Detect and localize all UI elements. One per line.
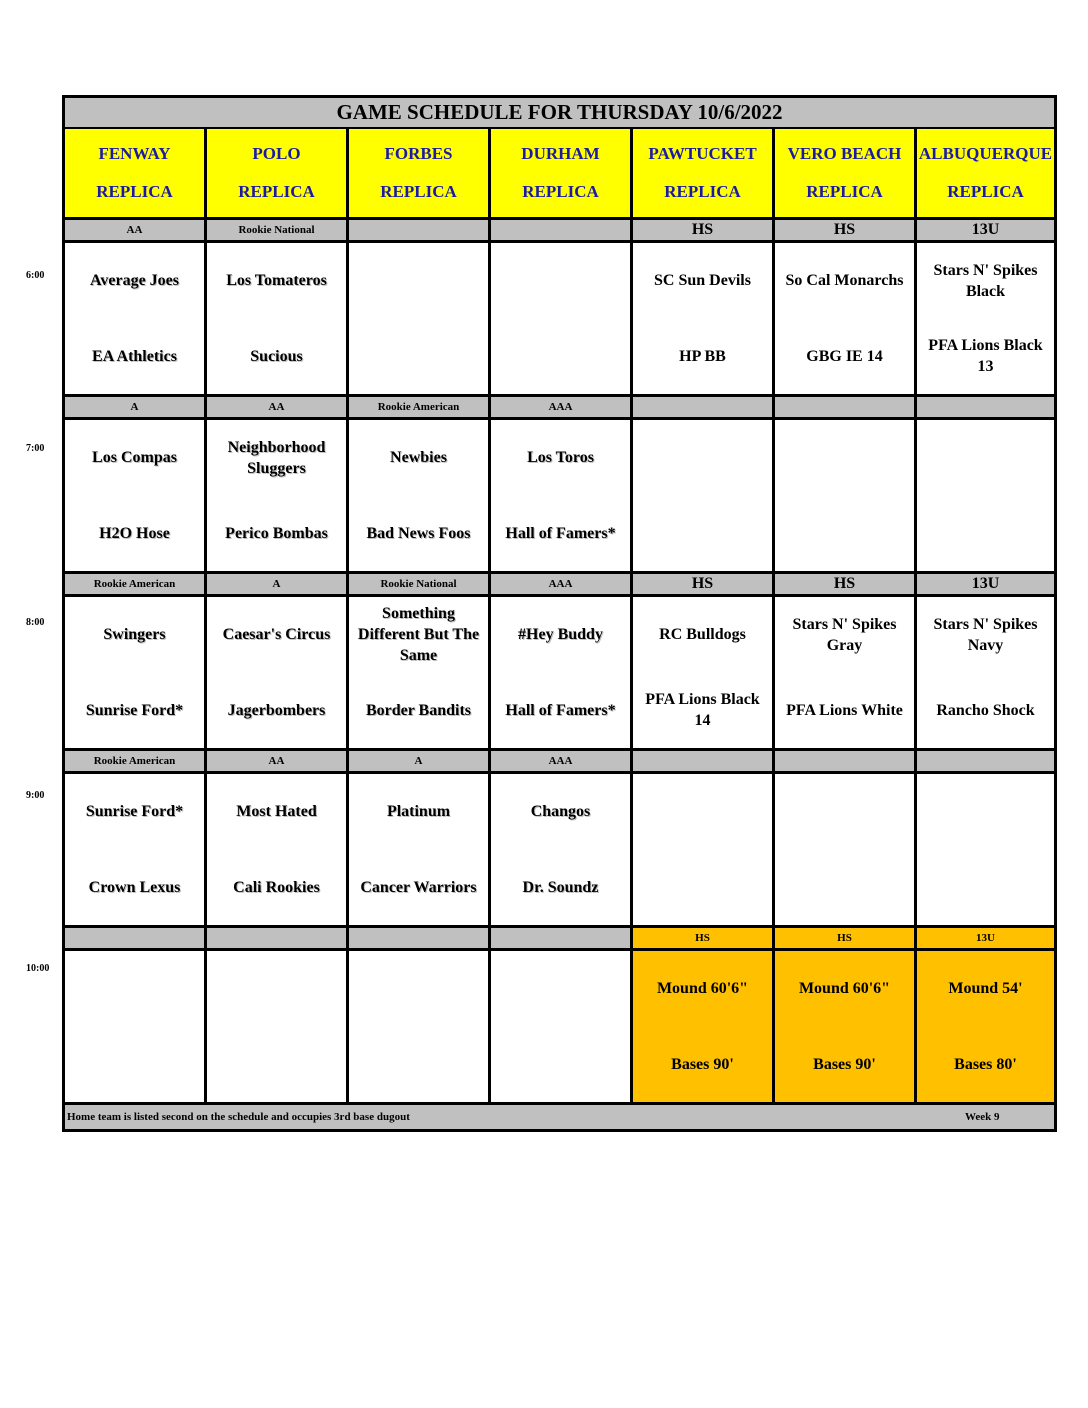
home-team: Jagerbombers xyxy=(227,701,326,719)
mound-distance: Mound 54' xyxy=(948,980,1023,998)
division-label xyxy=(349,928,491,948)
away-team: Newbies xyxy=(390,449,447,467)
home-team: HP BB xyxy=(679,347,726,365)
schedule-table xyxy=(62,95,1057,1132)
field-name: POLO xyxy=(252,144,301,163)
away-team xyxy=(633,774,772,850)
field-header-albuquerque xyxy=(917,129,1054,217)
away-team: RC Bulldogs xyxy=(659,626,746,644)
division-label xyxy=(775,397,917,417)
away-team: Most Hated xyxy=(236,803,317,821)
game-cell xyxy=(775,597,917,748)
game-cell xyxy=(917,420,1054,571)
base-distance: Bases 80' xyxy=(954,1055,1017,1073)
away-team xyxy=(775,774,914,850)
home-team: Hall of Famers* xyxy=(505,701,616,719)
game-cell xyxy=(633,243,775,394)
field-sub: REPLICA xyxy=(664,182,741,201)
division-label xyxy=(349,220,491,240)
division-label: Rookie National xyxy=(349,574,491,594)
field-header-polo xyxy=(207,129,349,217)
home-team: EA Athletics xyxy=(92,347,177,365)
game-row-10 xyxy=(65,951,1054,1105)
division-label: Rookie American xyxy=(349,397,491,417)
away-team xyxy=(349,243,488,319)
home-team xyxy=(633,850,772,926)
division-label xyxy=(491,928,633,948)
field-sub: REPLICA xyxy=(806,182,883,201)
division-label: Rookie American xyxy=(65,751,207,771)
home-team xyxy=(775,496,914,572)
away-team: SC Sun Devils xyxy=(654,272,751,290)
division-label: HS xyxy=(633,220,775,240)
division-label: AAA xyxy=(491,751,633,771)
game-cell xyxy=(917,597,1054,748)
division-label: AAA xyxy=(491,397,633,417)
game-cell xyxy=(491,420,633,571)
away-team xyxy=(207,951,346,1027)
game-cell xyxy=(349,774,491,925)
field-name: PAWTUCKET xyxy=(648,144,757,163)
home-team: Rancho Shock xyxy=(936,701,1035,719)
game-cell xyxy=(207,420,349,571)
division-label: Rookie American xyxy=(65,574,207,594)
game-cell xyxy=(491,597,633,748)
field-header-forbes xyxy=(349,129,491,217)
game-row-7 xyxy=(65,420,1054,574)
game-cell xyxy=(633,774,775,925)
division-label: 13U xyxy=(917,928,1054,948)
base-distance: Bases 90' xyxy=(671,1055,734,1073)
division-label: AA xyxy=(65,220,207,240)
away-team: So Cal Monarchs xyxy=(785,272,904,290)
game-cell xyxy=(917,774,1054,925)
field-name: VERO BEACH xyxy=(787,144,902,163)
away-team: Los Compas xyxy=(92,449,177,467)
division-label: 13U xyxy=(917,574,1054,594)
base-distance: Bases 90' xyxy=(813,1055,876,1073)
division-label xyxy=(633,397,775,417)
division-label: HS xyxy=(633,928,775,948)
away-team: #Hey Buddy xyxy=(518,626,603,644)
division-row-9 xyxy=(65,751,1054,774)
division-label: Rookie National xyxy=(207,220,349,240)
game-row-6 xyxy=(65,243,1054,397)
division-label: A xyxy=(207,574,349,594)
game-cell xyxy=(775,243,917,394)
division-label xyxy=(917,397,1054,417)
field-name: FENWAY xyxy=(98,144,171,163)
away-team xyxy=(917,420,1054,496)
mound-distance: Mound 60'6" xyxy=(798,980,891,998)
home-team-note: Home team is listed second on the schedule and occupies 3rd base dugout xyxy=(67,1111,410,1123)
away-team: Something Different But The Same xyxy=(357,605,480,665)
game-cell xyxy=(633,420,775,571)
field-header-durham xyxy=(491,129,633,217)
game-cell xyxy=(917,243,1054,394)
home-team: Bad News Foos xyxy=(366,524,471,542)
field-header-pawtucket xyxy=(633,129,775,217)
week-label: Week 9 xyxy=(965,1111,1000,1123)
home-team: PFA Lions White xyxy=(786,701,903,719)
division-label: HS xyxy=(775,220,917,240)
home-team xyxy=(775,850,914,926)
division-label: AAA xyxy=(491,574,633,594)
away-team: Sunrise Ford* xyxy=(85,803,184,821)
home-team: H2O Hose xyxy=(99,524,170,542)
field-sub: REPLICA xyxy=(380,182,457,201)
game-cell xyxy=(491,951,633,1102)
home-team: GBG IE 14 xyxy=(806,347,883,365)
field-spec-cell xyxy=(633,951,775,1102)
home-team xyxy=(65,1027,204,1103)
home-team: Sunrise Ford* xyxy=(85,701,184,719)
field-sub: REPLICA xyxy=(238,182,315,201)
home-team xyxy=(207,1027,346,1103)
away-team: Platinum xyxy=(386,803,451,821)
away-team: Swingers xyxy=(103,626,166,644)
field-name: ALBUQUERQUE xyxy=(918,144,1053,163)
time-label-10: 10:00 xyxy=(26,963,50,974)
field-name: FORBES xyxy=(384,144,453,163)
field-header-vero-beach xyxy=(775,129,917,217)
game-cell xyxy=(775,420,917,571)
division-label xyxy=(65,928,207,948)
home-team xyxy=(491,319,630,395)
game-cell xyxy=(65,951,207,1102)
game-cell xyxy=(65,597,207,748)
away-team: Caesar's Circus xyxy=(222,626,331,644)
game-cell xyxy=(349,243,491,394)
away-team xyxy=(491,243,630,319)
home-team: PFA Lions Black 14 xyxy=(645,691,760,730)
away-team: Stars N' Spikes Navy xyxy=(933,615,1038,654)
field-sub: REPLICA xyxy=(96,182,173,201)
home-team: Perico Bombas xyxy=(225,524,328,542)
home-team: Crown Lexus xyxy=(88,878,181,896)
division-label xyxy=(775,751,917,771)
division-label: HS xyxy=(775,928,917,948)
division-label: AA xyxy=(207,397,349,417)
division-row-10 xyxy=(65,928,1054,951)
game-cell xyxy=(65,243,207,394)
home-team: Sucious xyxy=(250,347,303,365)
away-team: Changos xyxy=(530,803,591,821)
game-cell xyxy=(65,774,207,925)
division-label: HS xyxy=(775,574,917,594)
game-cell xyxy=(349,597,491,748)
time-label-7: 7:00 xyxy=(26,443,45,454)
away-team: Los Toros xyxy=(527,449,594,467)
home-team xyxy=(349,319,488,395)
away-team: Stars N' Spikes Black xyxy=(933,261,1038,300)
schedule-title: GAME SCHEDULE FOR THURSDAY 10/6/2022 xyxy=(65,98,1054,129)
game-cell xyxy=(491,243,633,394)
division-label xyxy=(917,751,1054,771)
home-team: Cali Rookies xyxy=(233,878,320,896)
division-label: A xyxy=(65,397,207,417)
away-team xyxy=(491,951,630,1027)
division-label xyxy=(491,220,633,240)
home-team: Cancer Warriors xyxy=(360,878,477,896)
home-team: Border Bandits xyxy=(365,701,472,719)
game-cell xyxy=(207,774,349,925)
division-row-7 xyxy=(65,397,1054,420)
away-team: Neighborhood Sluggers xyxy=(227,438,326,477)
game-cell xyxy=(65,420,207,571)
field-name: DURHAM xyxy=(521,144,600,163)
away-team xyxy=(917,774,1054,850)
away-team xyxy=(633,420,772,496)
field-sub: REPLICA xyxy=(947,182,1024,201)
division-row-8 xyxy=(65,574,1054,597)
division-row-6 xyxy=(65,220,1054,243)
home-team: Hall of Famers* xyxy=(505,524,616,542)
division-label: AA xyxy=(207,751,349,771)
field-spec-cell xyxy=(775,951,917,1102)
home-team: PFA Lions Black 13 xyxy=(928,337,1043,376)
home-team xyxy=(917,496,1054,572)
game-cell xyxy=(491,774,633,925)
footer xyxy=(65,1105,1054,1129)
away-team xyxy=(775,420,914,496)
home-team xyxy=(349,1027,488,1103)
away-team xyxy=(65,951,204,1027)
home-team: Dr. Soundz xyxy=(522,878,599,896)
home-team xyxy=(491,1027,630,1103)
field-header-fenway xyxy=(65,129,207,217)
division-label: 13U xyxy=(917,220,1054,240)
game-cell xyxy=(207,597,349,748)
away-team: Average Joes xyxy=(90,272,179,290)
game-cell xyxy=(207,243,349,394)
home-team xyxy=(633,496,772,572)
time-label-8: 8:00 xyxy=(26,617,45,628)
game-row-8 xyxy=(65,597,1054,751)
division-label: A xyxy=(349,751,491,771)
game-cell xyxy=(207,951,349,1102)
time-label-6: 6:00 xyxy=(26,270,45,281)
field-sub: REPLICA xyxy=(522,182,599,201)
game-cell xyxy=(349,951,491,1102)
field-header-row xyxy=(65,129,1054,220)
away-team: Stars N' Spikes Gray xyxy=(792,615,897,654)
game-cell xyxy=(775,774,917,925)
away-team xyxy=(349,951,488,1027)
game-row-9 xyxy=(65,774,1054,928)
division-label xyxy=(633,751,775,771)
home-team xyxy=(917,850,1054,926)
away-team: Los Tomateros xyxy=(226,272,327,290)
division-label xyxy=(207,928,349,948)
game-cell xyxy=(633,597,775,748)
mound-distance: Mound 60'6" xyxy=(656,980,749,998)
division-label: HS xyxy=(633,574,775,594)
field-spec-cell xyxy=(917,951,1054,1102)
game-cell xyxy=(349,420,491,571)
time-label-9: 9:00 xyxy=(26,790,45,801)
